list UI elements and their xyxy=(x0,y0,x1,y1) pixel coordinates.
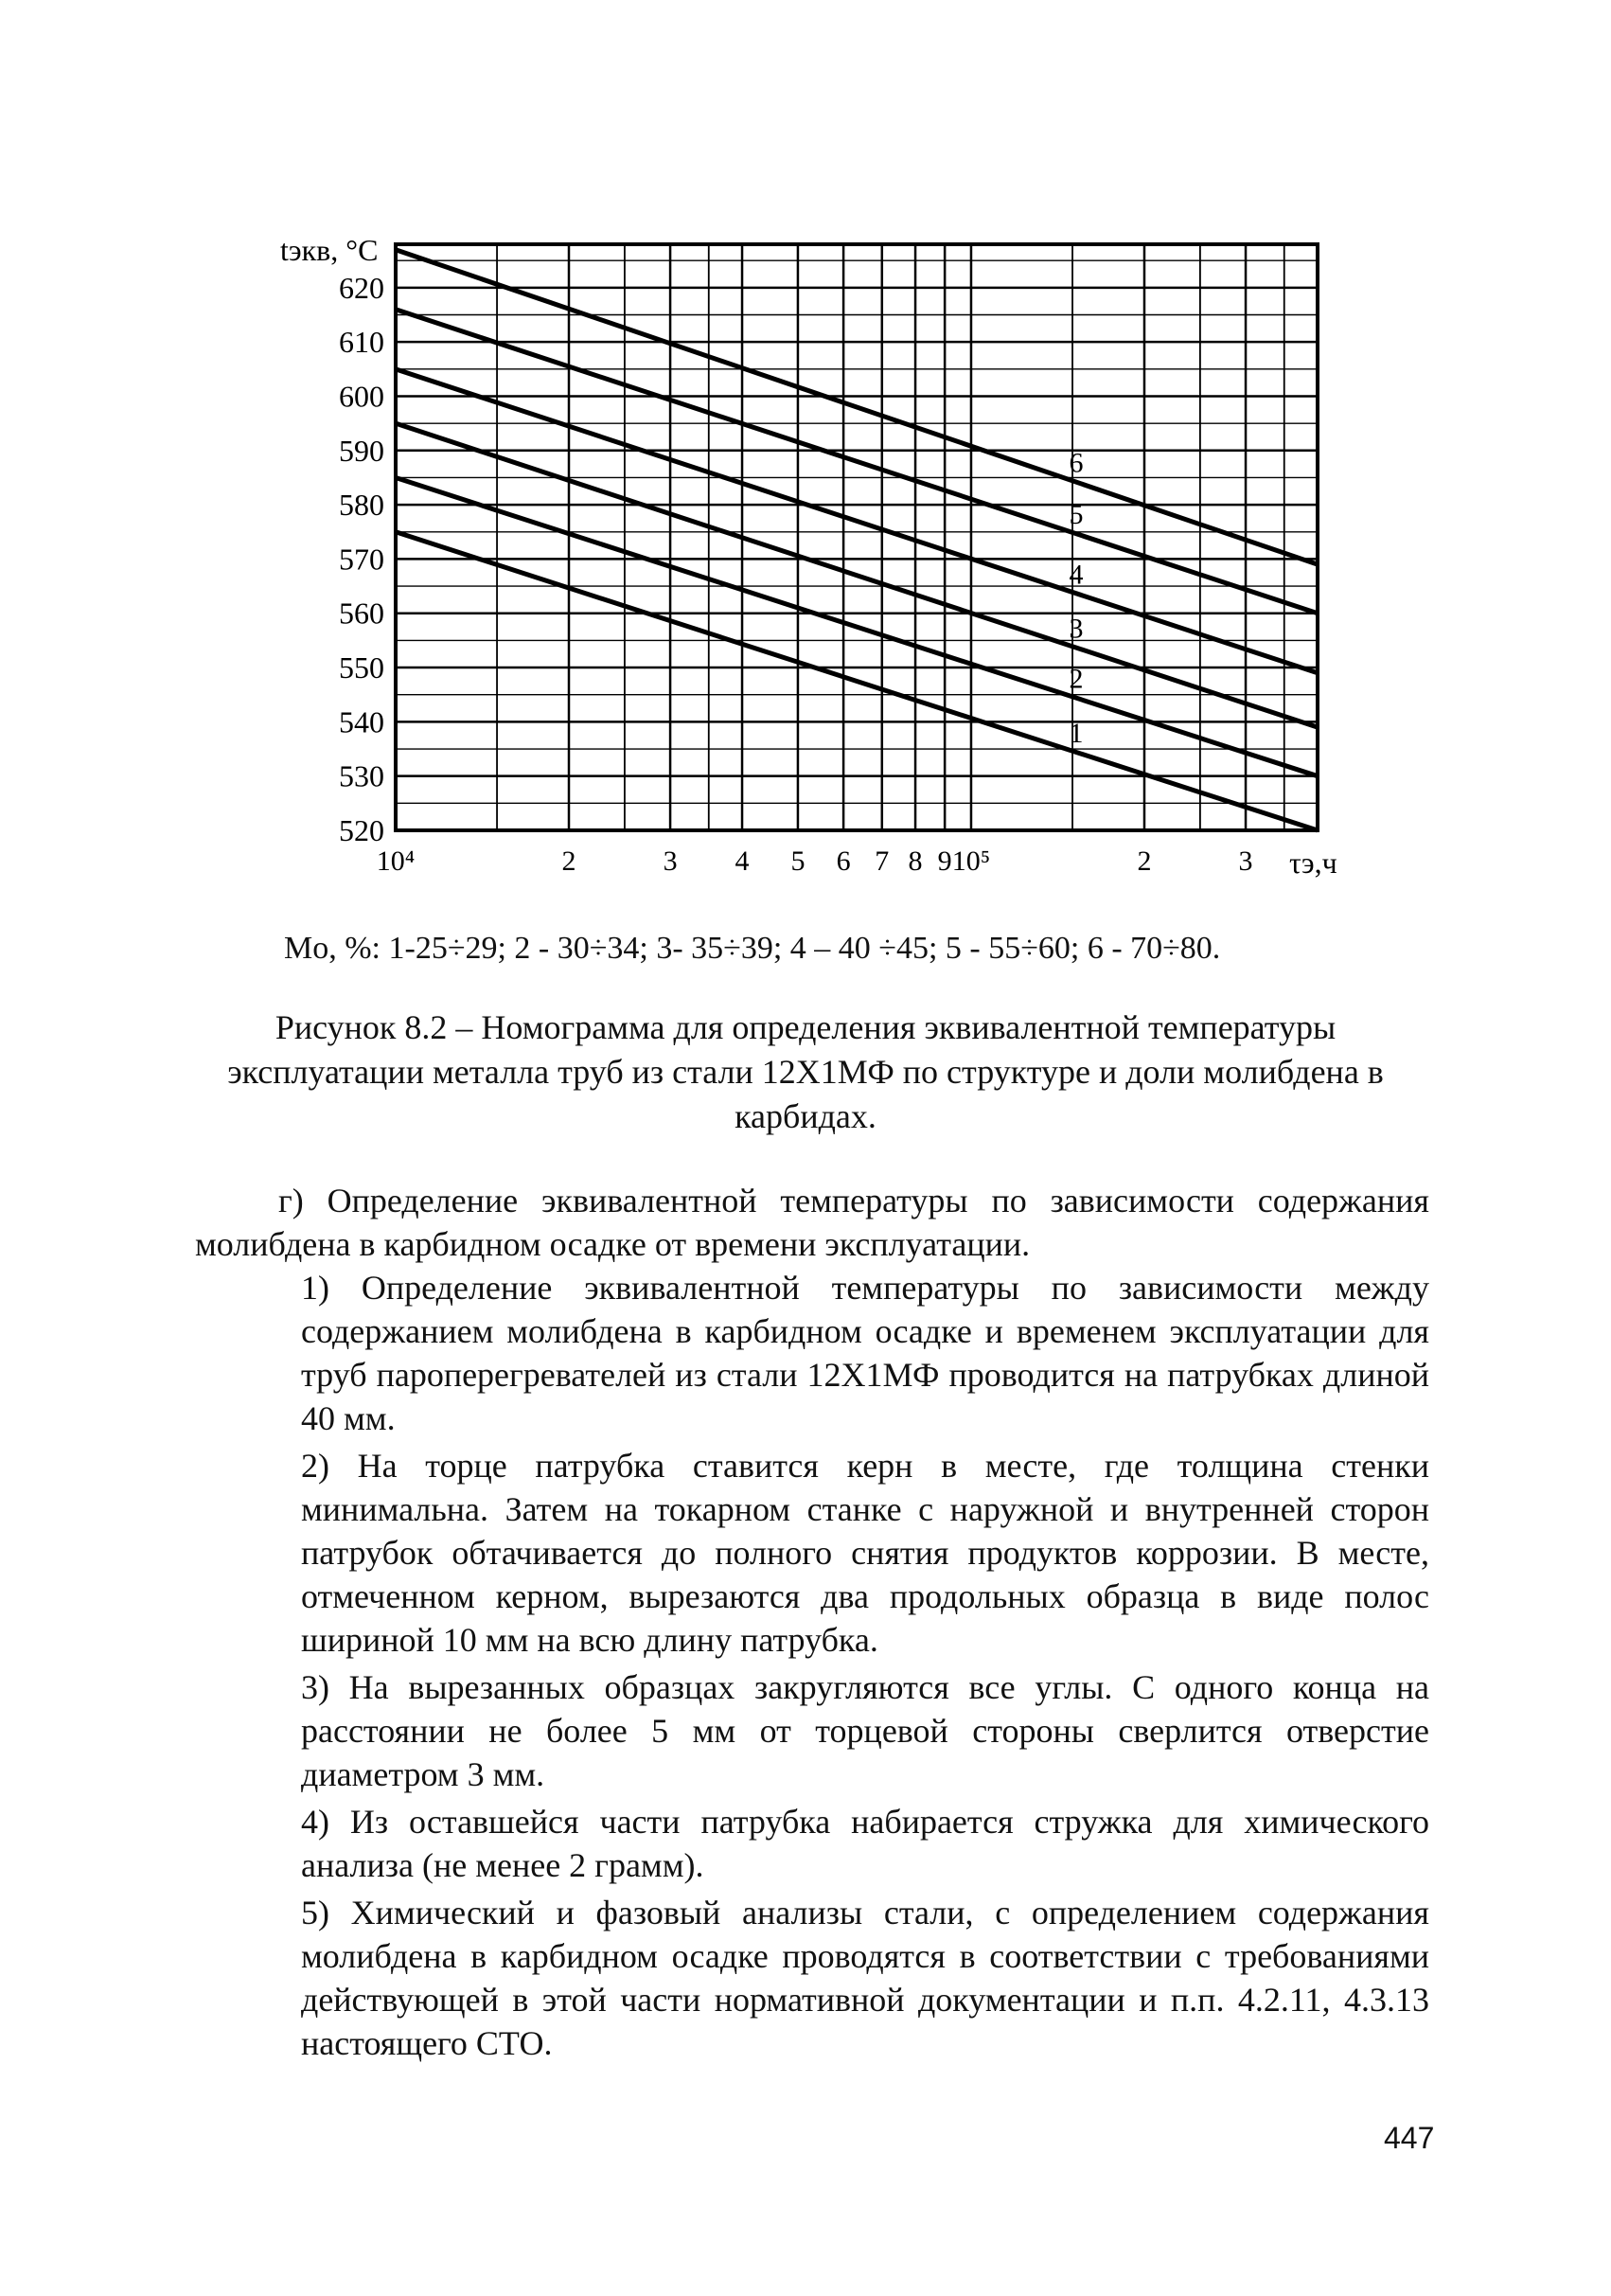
y-tick-label: 530 xyxy=(339,758,384,793)
x-tick-label: 10⁴ xyxy=(376,845,416,877)
molybdenum-legend: Mo, %: 1-25÷29; 2 - 30÷34; 3- 35÷39; 4 – 40 ÷45; 5 - 55÷60; 6 - 70÷80. xyxy=(284,931,1221,966)
x-tick-label: 2 xyxy=(561,845,576,877)
y-tick-label: 590 xyxy=(339,433,384,468)
x-tick-label: 3 xyxy=(663,845,678,877)
series-label-6: 6 xyxy=(1069,447,1084,479)
series-label-3: 3 xyxy=(1069,613,1084,645)
x-tick-label: 2 xyxy=(1137,845,1152,877)
series-label-2: 2 xyxy=(1069,663,1084,695)
section-intro xyxy=(195,1179,1429,1266)
procedure-item-4: 4) Из оставшейся части патрубка набирается стружка для химического анализа (не менее 2 грамм). xyxy=(301,1803,1429,1884)
series-label-4: 4 xyxy=(1069,559,1084,591)
x-tick-label: 8 xyxy=(908,845,923,877)
series-label-5: 5 xyxy=(1069,499,1084,531)
series-line-5 xyxy=(396,310,1318,614)
y-tick-label: 550 xyxy=(339,650,384,685)
series-label-1: 1 xyxy=(1069,718,1084,750)
y-tick-label: 580 xyxy=(339,488,384,523)
intro-paragraph: г) Определение эквивалентной температуры по зависимости содержания молибдена в карбидном осадке от времени эксплуатации. xyxy=(195,1182,1429,1263)
x-axis-label: τэ,ч xyxy=(1289,845,1337,880)
y-tick-label: 600 xyxy=(339,379,384,414)
caption-line-2: эксплуатации металла труб из стали 12Х1МФ по структуре и доли молибдена в xyxy=(227,1053,1384,1091)
x-tick-label: 10⁵ xyxy=(951,845,991,877)
y-tick-label: 570 xyxy=(339,542,384,577)
plot-frame xyxy=(396,244,1318,830)
caption-line-1: Рисунок 8.2 – Номограмма для определения эквивалентной температуры xyxy=(274,1008,1337,1046)
y-tick-label: 540 xyxy=(339,704,384,739)
x-tick-label: 5 xyxy=(790,845,806,877)
procedure-item-2: 2) На торце патрубка ставится керн в месте, где толщина стенки минимальна. Затем на токарном станке с наружной и внутренней сторон патрубок обтачивается до полного снятия продуктов коррозии. В месте, отмеченном керном, вырезаются два продольных образца в виде полос шириной 10 мм на всю длину патрубка. xyxy=(301,1447,1429,1659)
y-tick-label: 520 xyxy=(339,813,384,847)
procedure-item-3: 3) На вырезанных образцах закругляются все углы. С одного конца на расстоянии не более 5 мм от торцевой стороны сверлится отверстие диаметром 3 мм. xyxy=(301,1668,1429,1793)
x-tick-label: 4 xyxy=(735,845,750,877)
procedure-list xyxy=(301,1266,1429,2069)
x-tick-label: 3 xyxy=(1238,845,1253,877)
y-axis-label: tэкв, °C xyxy=(280,233,379,267)
y-tick-label: 610 xyxy=(339,325,384,360)
figure-caption xyxy=(170,1006,1441,1139)
series-line-6 xyxy=(396,250,1318,564)
y-tick-label: 560 xyxy=(339,596,384,631)
x-tick-label: 9 xyxy=(937,845,952,877)
procedure-item-5: 5) Химический и фазовый анализы стали, с определением содержания молибдена в карбидном осадке проводятся в соответствии с требованиями действующей в этой части нормативной документации и п.п. 4.2.11, 4.3.13 настоящего СТО. xyxy=(301,1894,1429,2062)
x-tick-label: 7 xyxy=(875,845,890,877)
page-number: 447 xyxy=(1384,2121,1435,2155)
y-tick-label: 620 xyxy=(339,270,384,305)
procedure-item-1: 1) Определение эквивалентной температуры по зависимости между содержанием молибдена в карбидном осадке и временем эксплуатации для труб пароперегревателей из стали 12Х1МФ проводится на патрубках длиной 40 мм. xyxy=(301,1269,1429,1437)
nomogram-chart xyxy=(0,0,1611,909)
caption-line-3: карбидах. xyxy=(735,1097,876,1135)
x-tick-label: 6 xyxy=(836,845,851,877)
